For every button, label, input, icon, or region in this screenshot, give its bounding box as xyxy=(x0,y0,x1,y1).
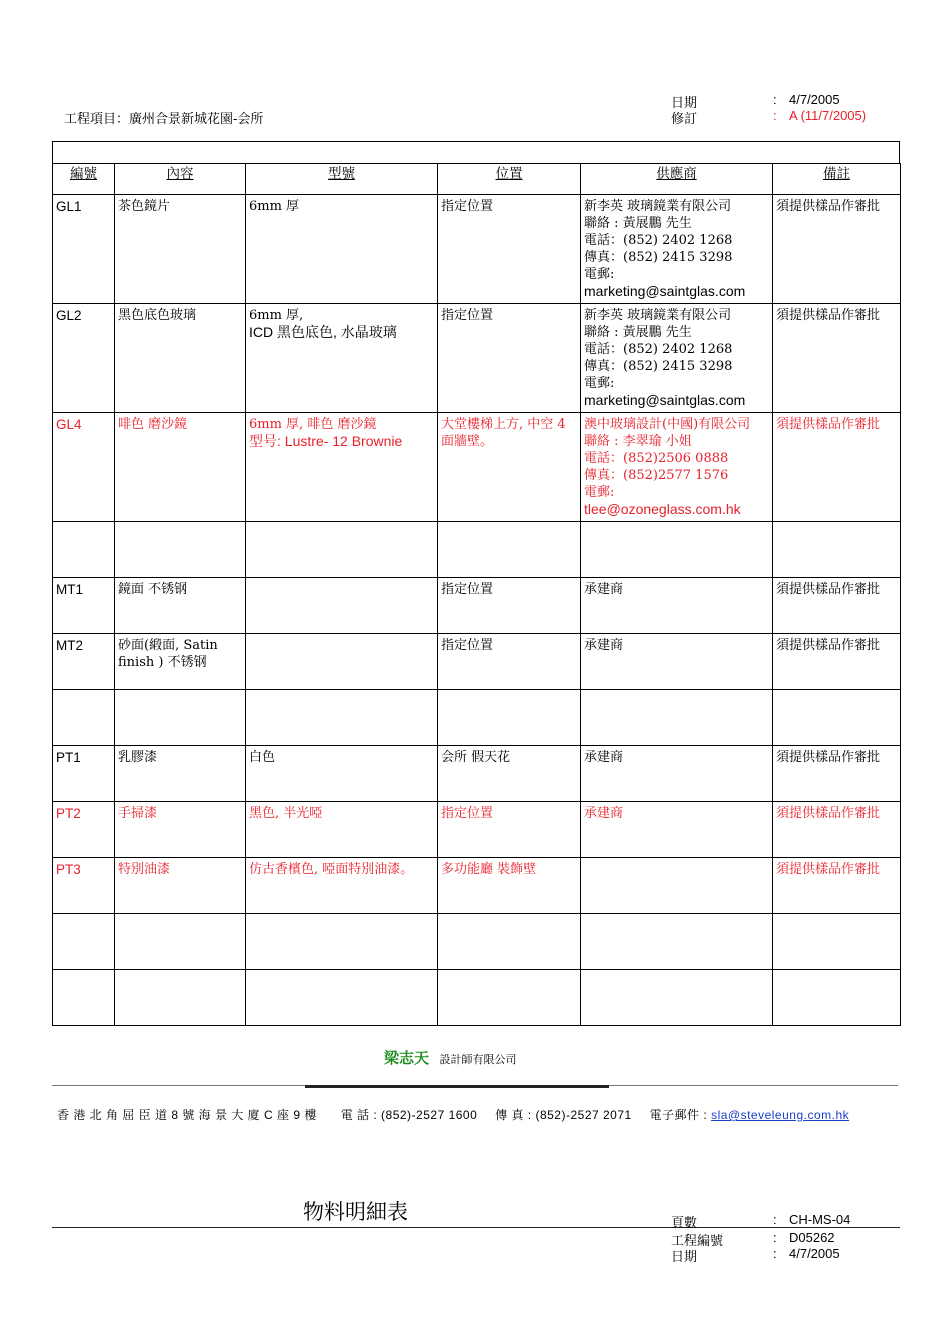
footer-accent-bar xyxy=(305,1085,609,1088)
materials-table-container xyxy=(52,141,900,1026)
cell-content: 茶色鏡片 xyxy=(115,195,246,304)
cell-model xyxy=(246,690,438,746)
cell-remark: 須提供樣品作審批 xyxy=(773,746,901,802)
cell-model xyxy=(246,858,438,914)
cell-code: MT2 xyxy=(53,634,115,690)
cell-supplier-line: 新李英 玻璃鏡業有限公司 xyxy=(584,308,732,323)
cell-supplier xyxy=(581,634,773,690)
cell-supplier-line: 傳真：(852) 2415 3298 xyxy=(584,250,733,265)
cell-model-line: 黑色, 半光啞 xyxy=(249,806,323,821)
footer-date-label: 日期 xyxy=(671,1250,698,1265)
job-number-colon: : xyxy=(773,1230,777,1245)
col-header-code: 編號 xyxy=(53,164,115,195)
col-header-model: 型號 xyxy=(246,164,438,195)
cell-location: 指定位置 xyxy=(438,634,581,690)
table-row xyxy=(53,522,901,578)
cell-remark: 須提供樣品作審批 xyxy=(773,413,901,522)
cell-model xyxy=(246,304,438,413)
cell-supplier xyxy=(581,746,773,802)
cell-model xyxy=(246,914,438,970)
footer-date-value: 4/7/2005 xyxy=(789,1246,840,1261)
col-header-remark: 備註 xyxy=(773,164,901,195)
cell-supplier xyxy=(581,690,773,746)
project-label-line xyxy=(64,108,263,127)
cell-supplier-line: 電郵: xyxy=(584,485,615,500)
cell-supplier xyxy=(581,858,773,914)
cell-location: 多功能廳 裝飾壁 xyxy=(438,858,581,914)
document-title: 物料明細表 xyxy=(303,1200,408,1224)
cell-supplier-line: 聯絡 : 李翠瑜 小姐 xyxy=(584,434,692,449)
cell-location: 指定位置 xyxy=(438,802,581,858)
table-row xyxy=(53,746,901,802)
cell-model xyxy=(246,802,438,858)
footer-date-colon: : xyxy=(773,1246,777,1261)
cell-code: GL1 xyxy=(53,195,115,304)
company-name: 梁志天 xyxy=(384,1050,430,1067)
cell-content xyxy=(115,522,246,578)
col-header-supplier: 供應商 xyxy=(581,164,773,195)
contact-line xyxy=(57,1106,849,1123)
date-value: 4/7/2005 xyxy=(789,92,840,107)
cell-code xyxy=(53,970,115,1026)
cell-supplier xyxy=(581,802,773,858)
cell-supplier xyxy=(581,304,773,413)
cell-remark xyxy=(773,522,901,578)
cell-content: 鏡面 不锈钢 xyxy=(115,578,246,634)
cell-remark: 須提供樣品作審批 xyxy=(773,858,901,914)
cell-supplier-line: 電郵: xyxy=(584,376,615,391)
cell-code: GL2 xyxy=(53,304,115,413)
cell-code: PT2 xyxy=(53,802,115,858)
cell-supplier-line: 聯絡 : 黃展鵬 先生 xyxy=(584,216,692,231)
cell-model xyxy=(246,578,438,634)
cell-code: PT3 xyxy=(53,858,115,914)
cell-model-line: 白色 xyxy=(249,750,276,765)
cell-model-line: 6mm 厚, 啡色 磨沙鏡 xyxy=(249,417,377,432)
page-colon: : xyxy=(773,1212,777,1227)
cell-supplier-line: 承建商 xyxy=(584,806,624,821)
job-number-value: D05262 xyxy=(789,1230,835,1245)
cell-supplier-line: 新李英 玻璃鏡業有限公司 xyxy=(584,199,732,214)
table-row xyxy=(53,802,901,858)
cell-model xyxy=(246,522,438,578)
cell-supplier xyxy=(581,578,773,634)
cell-supplier-line: 承建商 xyxy=(584,750,624,765)
title-rule xyxy=(52,1227,900,1228)
table-row xyxy=(53,970,901,1026)
table-body xyxy=(53,195,901,1026)
cell-model xyxy=(246,195,438,304)
project-name: 廣州合景新城花園-会所 xyxy=(129,112,264,127)
cell-content: 特別油漆 xyxy=(115,858,246,914)
table-row xyxy=(53,304,901,413)
cell-supplier-line: 承建商 xyxy=(584,582,624,597)
cell-model-line: ICD 黑色底色, 水晶玻璃 xyxy=(249,324,397,340)
cell-content: 乳膠漆 xyxy=(115,746,246,802)
cell-supplier-line: marketing@saintglas.com xyxy=(584,283,746,299)
cell-model xyxy=(246,970,438,1026)
cell-location xyxy=(438,690,581,746)
project-label: 工程項目： xyxy=(64,112,130,127)
job-number-label: 工程編號 xyxy=(671,1234,724,1249)
table-header-row xyxy=(53,164,901,195)
cell-location: 会所 假天花 xyxy=(438,746,581,802)
table-row xyxy=(53,914,901,970)
company-logo xyxy=(384,1047,516,1068)
office-address: 香 港 北 角 屈 臣 道 8 號 海 景 大 廈 C 座 9 樓 xyxy=(57,1108,317,1122)
cell-remark: 須提供樣品作審批 xyxy=(773,802,901,858)
cell-content: 手掃漆 xyxy=(115,802,246,858)
table-top-bar xyxy=(52,141,900,163)
cell-model-line: 仿古香檳色, 啞面特別油漆。 xyxy=(249,862,414,877)
cell-model xyxy=(246,634,438,690)
cell-content: 啡色 磨沙鏡 xyxy=(115,413,246,522)
cell-remark xyxy=(773,970,901,1026)
table-row xyxy=(53,634,901,690)
cell-code: MT1 xyxy=(53,578,115,634)
cell-supplier-line: 傳真：(852)2577 1576 xyxy=(584,468,729,483)
cell-location: 大堂樓梯上方, 中空 4 面牆壁。 xyxy=(438,413,581,522)
col-header-location: 位置 xyxy=(438,164,581,195)
cell-location: 指定位置 xyxy=(438,578,581,634)
cell-remark xyxy=(773,690,901,746)
cell-model xyxy=(246,413,438,522)
cell-supplier xyxy=(581,970,773,1026)
cell-remark: 須提供樣品作審批 xyxy=(773,578,901,634)
page-label: 頁數 xyxy=(671,1216,698,1231)
cell-location xyxy=(438,914,581,970)
company-suffix: 設計師有限公司 xyxy=(439,1053,517,1066)
date-colon: : xyxy=(773,92,777,107)
cell-model-line: 6mm 厚 xyxy=(249,199,300,214)
revision-label: 修訂 xyxy=(671,112,698,127)
cell-code xyxy=(53,914,115,970)
cell-supplier-line: 電話：(852)2506 0888 xyxy=(584,451,729,466)
cell-supplier xyxy=(581,195,773,304)
date-label: 日期 xyxy=(671,96,698,111)
cell-content xyxy=(115,690,246,746)
cell-code: GL4 xyxy=(53,413,115,522)
cell-supplier-line: 聯絡 : 黃展鵬 先生 xyxy=(584,325,692,340)
cell-content: 砂面(緞面, Satin finish ) 不锈钢 xyxy=(115,634,246,690)
page-value: CH-MS-04 xyxy=(789,1212,851,1227)
table-row xyxy=(53,195,901,304)
fax: 傳 真 : (852)-2527 2071 xyxy=(495,1108,632,1122)
cell-model xyxy=(246,746,438,802)
cell-supplier-line: 澳中玻璃設計(中國)有限公司 xyxy=(584,417,751,432)
cell-supplier xyxy=(581,413,773,522)
revision-colon: : xyxy=(773,108,777,123)
cell-remark: 須提供樣品作審批 xyxy=(773,634,901,690)
cell-code xyxy=(53,690,115,746)
cell-remark: 須提供樣品作審批 xyxy=(773,195,901,304)
cell-supplier xyxy=(581,914,773,970)
table-row xyxy=(53,858,901,914)
cell-supplier xyxy=(581,522,773,578)
cell-supplier-line: 電郵: xyxy=(584,267,615,282)
cell-code: PT1 xyxy=(53,746,115,802)
cell-content: 黑色底色玻璃 xyxy=(115,304,246,413)
cell-supplier-line: marketing@saintglas.com xyxy=(584,392,746,408)
cell-supplier-line: 承建商 xyxy=(584,638,624,653)
revision-value: A (11/7/2005) xyxy=(789,108,867,123)
table-row xyxy=(53,690,901,746)
cell-supplier-line: 傳真：(852) 2415 3298 xyxy=(584,359,733,374)
telephone: 電 話 : (852)-2527 1600 xyxy=(340,1108,478,1122)
materials-table xyxy=(52,163,901,1026)
cell-content xyxy=(115,914,246,970)
col-header-content: 內容 xyxy=(115,164,246,195)
table-row xyxy=(53,413,901,522)
email-link[interactable]: sla@steveleung.com.hk xyxy=(711,1108,850,1122)
cell-remark xyxy=(773,914,901,970)
cell-supplier-line: 電話：(852) 2402 1268 xyxy=(584,233,733,248)
cell-location xyxy=(438,970,581,1026)
cell-code xyxy=(53,522,115,578)
email-label: 電子郵件 : xyxy=(649,1108,708,1122)
cell-supplier-line: tlee@ozoneglass.com.hk xyxy=(584,501,741,517)
table-row xyxy=(53,578,901,634)
cell-location: 指定位置 xyxy=(438,195,581,304)
cell-supplier-line: 電話：(852) 2402 1268 xyxy=(584,342,733,357)
cell-location: 指定位置 xyxy=(438,304,581,413)
cell-model-line: 6mm 厚, xyxy=(249,308,304,323)
cell-remark: 須提供樣品作審批 xyxy=(773,304,901,413)
cell-model-line: 型号: Lustre- 12 Brownie xyxy=(249,433,403,449)
cell-location xyxy=(438,522,581,578)
cell-content xyxy=(115,970,246,1026)
